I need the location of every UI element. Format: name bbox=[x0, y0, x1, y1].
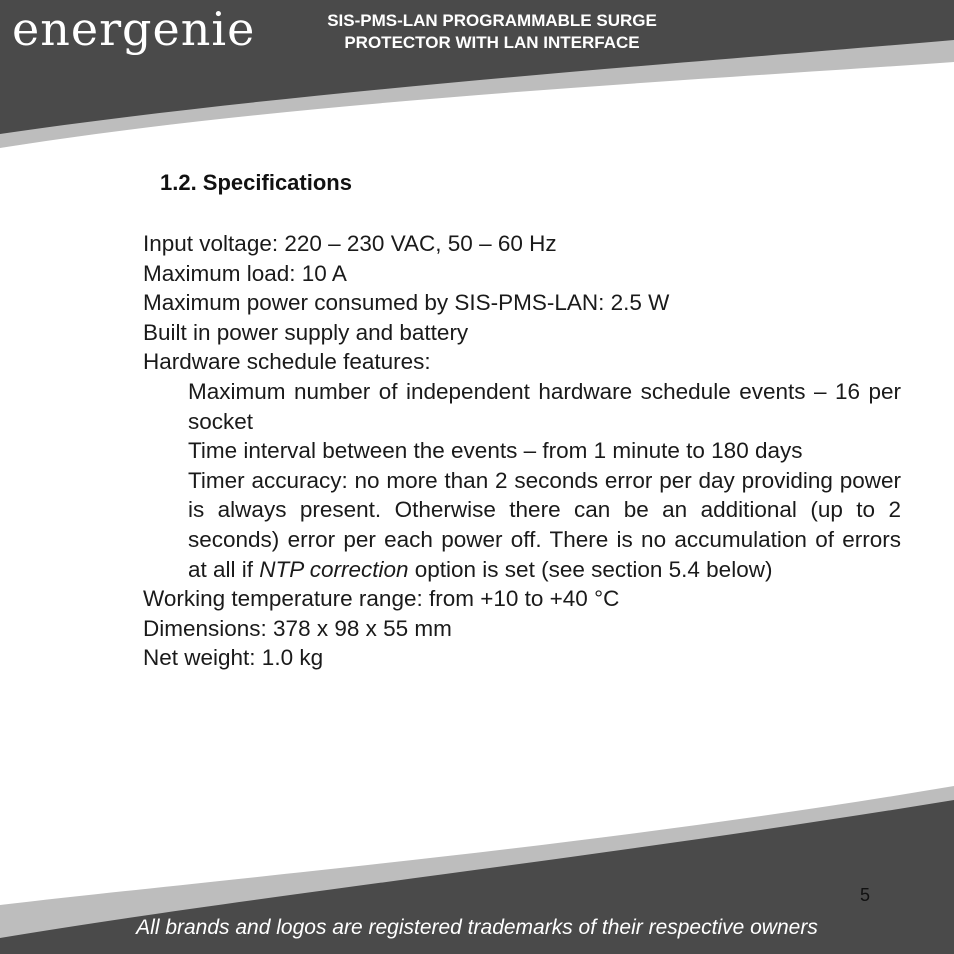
schedule-item-interval: Time interval between the events – from 1 minute to 180 days bbox=[188, 438, 803, 464]
spec-max-load: Maximum load: 10 A bbox=[143, 260, 347, 286]
trademark-note: All brands and logos are registered trademarks of their respective owners bbox=[136, 916, 818, 939]
page-number: 5 bbox=[860, 885, 871, 905]
spec-max-power: Maximum power consumed by SIS-PMS-LAN: 2.5 W bbox=[143, 290, 670, 316]
schedule-item-max-events: Maximum number of independent hardware schedule events – 16 per socket bbox=[188, 378, 901, 434]
section-heading: 1.2. Specifications bbox=[160, 170, 352, 195]
spec-power-supply: Built in power supply and battery bbox=[143, 319, 469, 345]
title-line-1: SIS-PMS-LAN PROGRAMMABLE SURGE bbox=[327, 11, 657, 30]
spec-input-voltage: Input voltage: 220 – 230 VAC, 50 – 60 Hz bbox=[143, 231, 557, 256]
energenie-logo: energenie bbox=[12, 2, 256, 56]
spec-dimensions: Dimensions: 378 x 98 x 55 mm bbox=[143, 615, 452, 641]
spec-temperature: Working temperature range: from +10 to +40 °C bbox=[143, 586, 620, 612]
timer-accuracy-text-end: option is set (see section 5.4 below) bbox=[408, 556, 773, 582]
title-line-2: PROTECTOR WITH LAN INTERFACE bbox=[344, 33, 640, 52]
timer-accuracy-text: Timer accuracy: no more than 2 seconds error per day providing power is always present. Otherwise there can be an additional (up to 2 seconds) error per each power off. There is no accumulation of errors at all if bbox=[188, 467, 901, 582]
ntp-correction-term: NTP correction bbox=[259, 556, 409, 582]
spec-weight: Net weight: 1.0 kg bbox=[143, 645, 324, 671]
spec-schedule-heading: Hardware schedule features: bbox=[143, 349, 431, 375]
